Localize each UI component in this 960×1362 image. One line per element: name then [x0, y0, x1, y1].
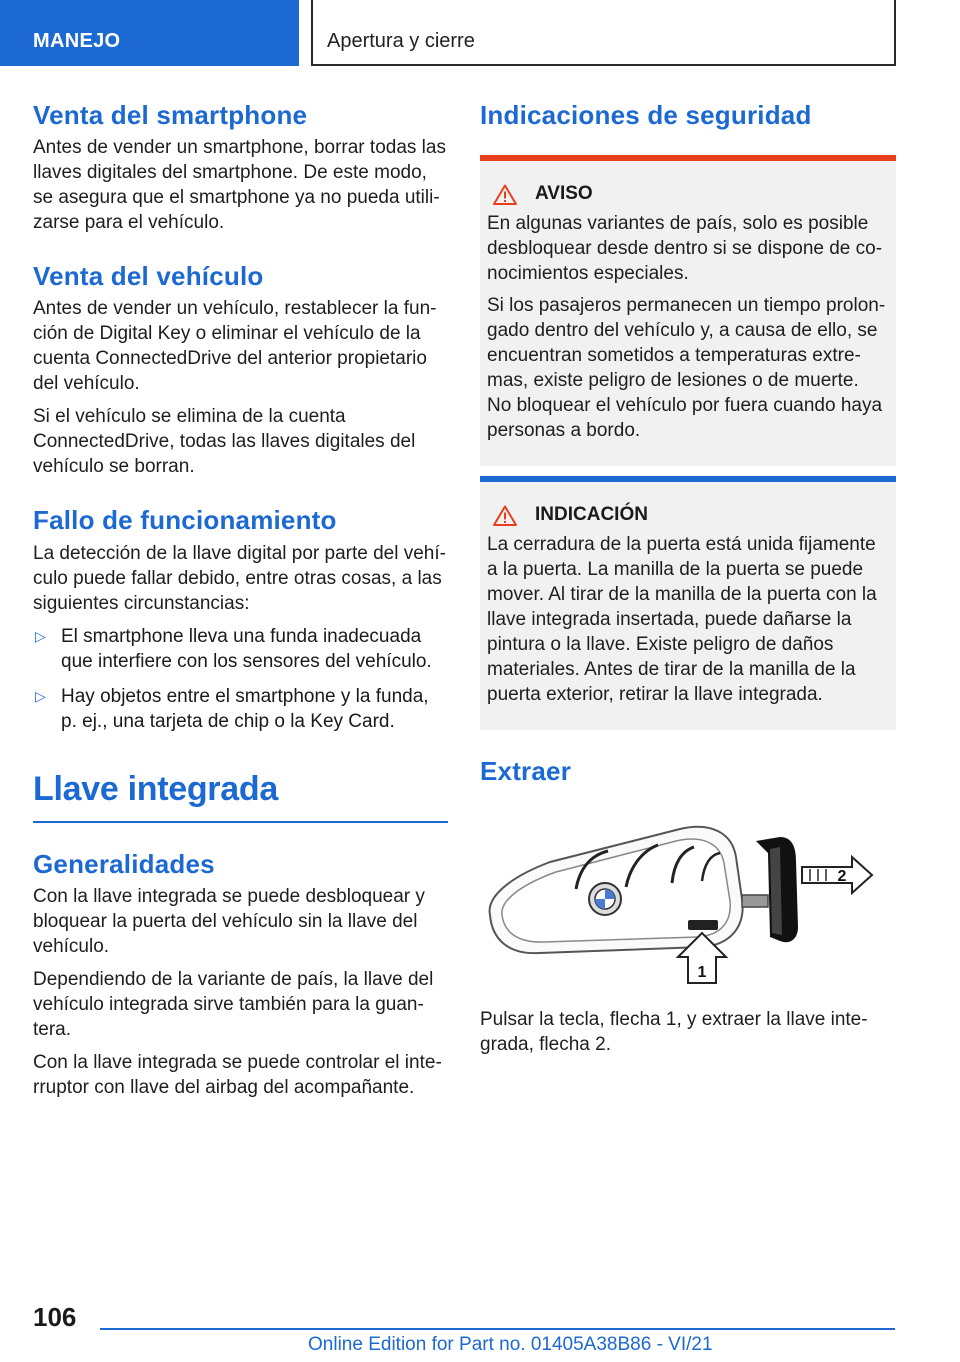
section-fallo — [33, 505, 448, 733]
heading-venta-vehiculo: Venta del vehículo — [33, 261, 264, 292]
paragraph: Si el vehículo se elimina de la cuenta ConnectedDrive, todas las llaves digitales del vehículo se borran. — [33, 406, 416, 478]
paragraph: Antes de vender un smartphone, borrar todas las llaves digitales del smartphone. De este modo, se asegura que el smartphone ya no pueda utilizarse para el vehículo. — [33, 137, 446, 234]
section-venta-vehiculo — [33, 261, 448, 479]
notice-triangle-icon — [493, 505, 517, 526]
left-column — [33, 100, 448, 1126]
paragraph: La cerradura de la puerta está unida fijamente a la puerta. La manilla de la puerta se puede mover. Al tirar de la manilla de la puerta con la llave integrada insertada, puede dañarse la pintura o la llave. Existe peligro de daños materiales. Antes de tirar de la manilla de la puerta exterior, retirar la llave integrada. — [487, 534, 877, 706]
arrow-1-label: 1 — [697, 964, 707, 982]
heading-generalidades: Generalidades — [33, 848, 215, 879]
paragraph: En algunas variantes de país, solo es posible desbloquear desde dentro si se dispone de conocimientos especiales. — [487, 213, 883, 285]
paragraph: La detección de la llave digital por parte del vehículo puede fallar debido, entre otras cosas, a las siguientes circunstancias: — [33, 542, 446, 614]
footer-divider — [100, 1328, 895, 1330]
paragraph: Antes de vender un vehículo, restablecer la función de Digital Key o eliminar el vehículo de la cuenta ConnectedDrive del anterior propietario del vehículo. — [33, 298, 437, 395]
heading-fallo: Fallo de funcionamiento — [33, 505, 337, 536]
heading-seguridad: Indicaciones de seguridad — [480, 100, 812, 130]
heading-llave-integrada: Llave integrada — [33, 770, 448, 823]
key-extraction-diagram — [480, 807, 896, 987]
section-venta-smartphone — [33, 100, 448, 235]
paragraph: Si los pasajeros permanecen un tiempo prolongado dentro del vehículo y, a causa de ello, se encuentran sometidos a temperaturas extremas, existe peligro de lesiones o de muerte. No bloquear el vehículo por fuera cuando haya personas a bordo. — [487, 295, 886, 442]
notice-title: INDICACIÓN — [493, 504, 888, 526]
right-column — [480, 100, 896, 1065]
heading-extraer: Extraer — [480, 756, 572, 787]
paragraph: Con la llave integrada se puede desbloquear y bloquear la puerta del vehículo sin la llave del vehículo. — [33, 885, 425, 957]
triangle-bullet-icon: ▷ — [35, 687, 46, 704]
triangle-bullet-icon: ▷ — [35, 627, 46, 644]
paragraph: Dependiendo de la variante de país, la llave del vehículo integrada sirve también para la guantera. — [33, 968, 434, 1040]
edition-note: Online Edition for Part no. 01405A38B86 - VI/21 — [308, 1334, 713, 1355]
notice-box — [480, 476, 896, 730]
list-item: ▷ El smartphone lleva una funda inadecuada que interfiere con los sensores del vehículo. — [35, 625, 432, 672]
page-number: 106 — [33, 1302, 77, 1332]
paragraph: Pulsar la tecla, flecha 1, y extraer la llave integrada, flecha 2. — [480, 1009, 868, 1056]
warning-triangle-icon — [493, 184, 517, 205]
warning-title: AVISO — [493, 183, 888, 205]
warning-box — [480, 155, 896, 466]
section-generalidades — [33, 849, 448, 1100]
heading-venta-smartphone: Venta del smartphone — [33, 100, 308, 130]
paragraph: Con la llave integrada se puede controlar el interruptor con llave del airbag del acompañante. — [33, 1051, 442, 1098]
section-tab: MANEJO — [0, 0, 299, 66]
list-item: ▷ Hay objetos entre el smartphone y la funda, p. ej., una tarjeta de chip o la Key Card. — [35, 685, 429, 732]
arrow-2-label: 2 — [837, 868, 847, 886]
page-header — [0, 0, 960, 66]
chapter-title: Apertura y cierre — [311, 0, 896, 66]
key-illustration — [480, 807, 896, 987]
bullet-list — [33, 624, 448, 734]
